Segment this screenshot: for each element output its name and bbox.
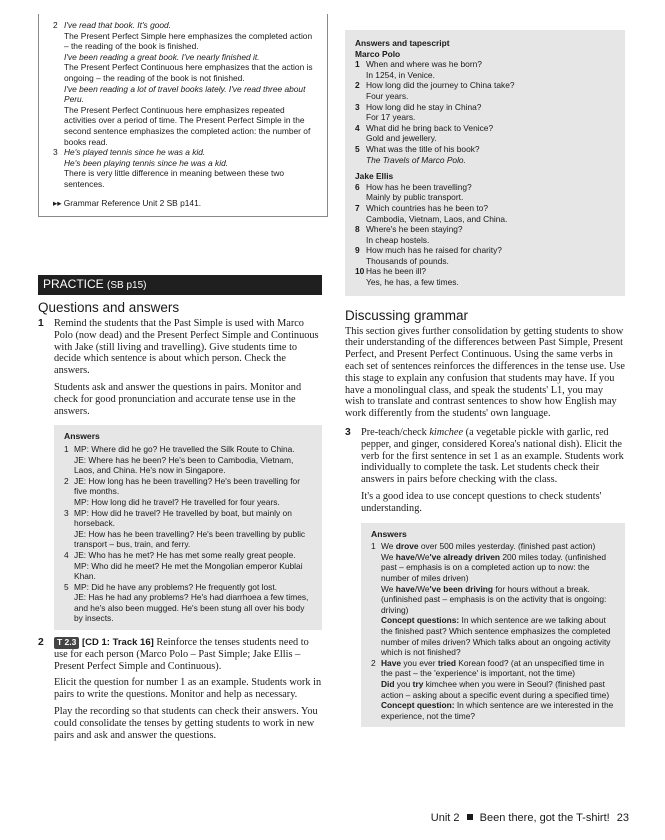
answer-item [64,444,314,476]
question: How has he been travelling? [366,181,472,192]
bullet-icon [467,814,473,820]
qa-item [355,266,615,287]
paragraph-3 [345,427,625,515]
answer-line: MP: How did he travel? He travelled by boat, but mainly on horseback. [74,507,292,529]
keyword: kimchee [429,427,464,439]
unit-title: Been there, got the T-shirt! [479,812,610,824]
practice-page-ref: (SB p15) [107,280,147,291]
answer: Yes, he has, a few times. [366,277,459,288]
practice-label: PRACTICE [43,277,104,291]
cd-track-ref: [CD 1: Track 16] [81,637,154,649]
question: How long did the journey to China take? [366,80,515,91]
answer-line: MP: Did he have any problems? He frequently got lost. [74,581,277,592]
qa-number: 7 [355,202,360,213]
answer-number: 4 [64,549,69,560]
qa-item [355,245,615,266]
answer-item-3 [53,147,315,189]
answer: Gold and jewellery. [366,133,437,144]
qa-number: 1 [355,59,360,70]
section-title: Questions and answers [38,300,180,315]
paragraph-text: (a vegetable pickle with garlic, red pepper, and ginger, considered Korea's national dish). Elicit the verb for the first sentence in set 1 as an example. Students work individually to complete the task. Let students check their answers in pairs before checking with the class. [361,427,624,486]
explanation: There is very little difference in meaning between these two sentences. [64,168,285,189]
tapescript-box [345,30,625,296]
paragraph-text: Pre-teach/check [361,427,430,439]
answer-line: JE: How long has he been travelling? He's been travelling for five months. [74,475,300,497]
question: What did he bring back to Venice? [366,122,494,133]
right-column [345,30,625,727]
answer-line: MP: Where did he go? He travelled the Silk Route to China. [74,443,295,454]
paragraph-text: This section gives further consolidation by getting students to show their understanding of the differences between Past Simple, Present Perfect, and Present Perfect Continuous. Using the same verbs in each set of sentences reinforces the differences in the tense use. Use this stage to explain any confusion that students may have. If you have a monolingual class, and speak the students' L1, you may wish to translate and contrast sentences to show how English may work differently from the students' own language. [345,325,625,420]
item-number: 3 [53,147,58,158]
unit-label: Unit 2 [430,812,460,824]
answers-box [54,425,322,630]
qa-item [355,144,615,165]
paragraph-text: Elicit the question for number 1 as an example. Students work in pairs to write the questions. Monitor and help as necessary. [54,677,322,701]
qa-number: 2 [355,80,360,91]
qa-number: 10 [355,266,365,277]
explanation: The Present Perfect Simple here emphasizes the completed action – the reading of the book is finished. [64,30,313,52]
audio-track-badge[interactable]: T 2.3 [54,637,79,649]
page-number: 23 [616,812,629,824]
section-title: Discussing grammar [345,307,469,323]
paragraph-text: Remind the students that the Past Simple is used with Marco Polo (now dead) and the Present Perfect Simple and Continuous with Jake (still living and travelling). Give students time to decide which sentence is about which person. Check the answers. [54,318,319,377]
answer-item [64,476,314,508]
practice-header [38,275,322,295]
answer-line: JE: How has he been travelling? He's been travelling by public transport – bus, train, and ferry. [74,528,306,550]
answer: Cambodia, Vietnam, Laos, and China. [366,213,508,224]
example-sentence: He's played tennis since he was a kid. [64,147,206,158]
paragraph-2 [38,637,322,741]
qa-number: 9 [355,245,360,256]
answer-item: 1 We drove over 500 miles yesterday. (finished past action) We have/We've already driven 200 miles today. (unfinished past – emphasis is on a completed action up to now: the number of miles driven) We have/We've been driving for hours without a break. (unfinished past – emphasis is on the activity that is ongoing: driving) Concept questions: In which sentence are we talking about the finished past? Which sentence emphasizes the completed number of miles driven? Which talks about an ongoing activity which is not finished? [371,541,611,658]
example-sentence: I've been reading a great book. I've nearly finished it. [64,51,260,62]
example-sentence: I've read that book. It's good. [64,20,172,30]
paragraph-number: 3 [345,427,351,439]
question: Where's he been staying? [366,224,463,235]
qa-item [355,203,615,224]
question: How long did he stay in China? [366,101,482,112]
answer: The Travels of Marco Polo. [366,154,466,165]
question: Has he been ill? [366,266,427,277]
paragraph-number: 1 [38,318,44,329]
grammar-answers-box [38,14,328,217]
questions-and-answers-section [38,300,322,741]
paragraph-text: Reinforce the tenses students need to use for each person (Marco Polo – Past Simple; Jake Ellis – Present Perfect Simple and Continuous). [54,637,309,672]
paragraph-text: It's a good idea to use concept questions to check students' understanding. [361,491,602,514]
answer-line: JE: Has he had any problems? He's had diarrhoea a few times, and he's also been mugged. He's been stung all over his body by insects. [74,592,309,624]
page-footer [431,812,629,824]
example-sentence: He's been playing tennis since he was a kid. [64,157,229,168]
answer: In 1254, in Venice. [366,69,435,80]
qa-item [355,102,615,123]
question: How much has he raised for charity? [366,245,502,256]
question: What was the title of his book? [366,143,480,154]
qa-number: 4 [355,122,360,133]
answer: In cheap hostels. [366,234,430,245]
qa-item [355,182,615,203]
answer-line: MP: Who did he meet? He met the Mongolian emperor Kublai Khan. [74,560,303,582]
paragraph-number: 2 [38,637,44,649]
qa-item [355,59,615,80]
answer-item-2 [53,20,315,147]
qa-number: 6 [355,181,360,192]
answers-title: Answers [371,528,407,539]
left-column [38,14,328,217]
explanation: The Present Perfect Continuous here emphasizes that the action is ongoing – the reading of the book is not finished. [64,62,313,83]
answer-item: 2 Have you ever tried Korean food? (at an unspecified time in the past – the 'experience' is important, not the time) Did you try kimchee when you were in Seoul? (finished past action – asking about a specific event during a specified time) Concept question: In which sentence are we interested in the experience, not the time? [371,657,614,721]
answers-title: Answers [64,431,100,442]
explanation: The Present Perfect Continuous here emphasizes repeated activities over a period of time. The Present Perfect Simple in the second sentence emphasizes the completed action: the number of books read. [64,104,311,147]
grammar-answers-box [361,523,625,728]
answer-item [64,508,314,550]
tapescript-title: Answers and tapescript [355,38,450,48]
answer-item [64,550,314,582]
paragraph-1 [38,318,322,417]
question: Which countries has he been to? [366,202,488,213]
qa-item [355,224,615,245]
qa-item [355,123,615,144]
item-number: 2 [53,20,58,30]
qa-number: 8 [355,224,360,235]
answer-number: 5 [64,581,69,592]
answer: For 17 years. [366,112,416,123]
qa-number: 3 [355,101,360,112]
answer-number: 2 [64,475,69,486]
question: When and where was he born? [366,59,482,70]
jake-ellis-title: Jake Ellis [355,171,394,182]
grammar-reference-link: ▸▸ Grammar Reference Unit 2 SB p141. [53,197,202,208]
answer: Thousands of pounds. [366,255,449,266]
answer: Four years. [366,90,409,101]
answer-line: JE: Who has he met? He has met some really great people. [74,549,296,560]
answer-number: 3 [64,507,69,518]
answer-item [64,582,314,624]
marco-polo-title: Marco Polo [355,48,401,59]
qa-number: 5 [355,143,360,154]
qa-item [355,80,615,101]
answer-line: JE: Where has he been? He's been to Cambodia, Vietnam, Laos, and China. He's now in Singapore. [74,454,294,476]
answer: Mainly by public transport. [366,192,464,203]
example-sentence: I've been reading a lot of travel books lately. I've read three about Peru. [64,83,306,105]
answer-number: 1 [64,443,69,454]
paragraph-text: Play the recording so that students can check their answers. You could consolidate the tenses by getting students to work in new pairs and ask and answer the questions. [54,706,318,741]
answer-line: MP: How long did he travel? He travelled for four years. [74,496,280,507]
paragraph-text: Students ask and answer the questions in pairs. Monitor and check for good pronunciation and accurate tense use in the answers. [54,381,302,417]
